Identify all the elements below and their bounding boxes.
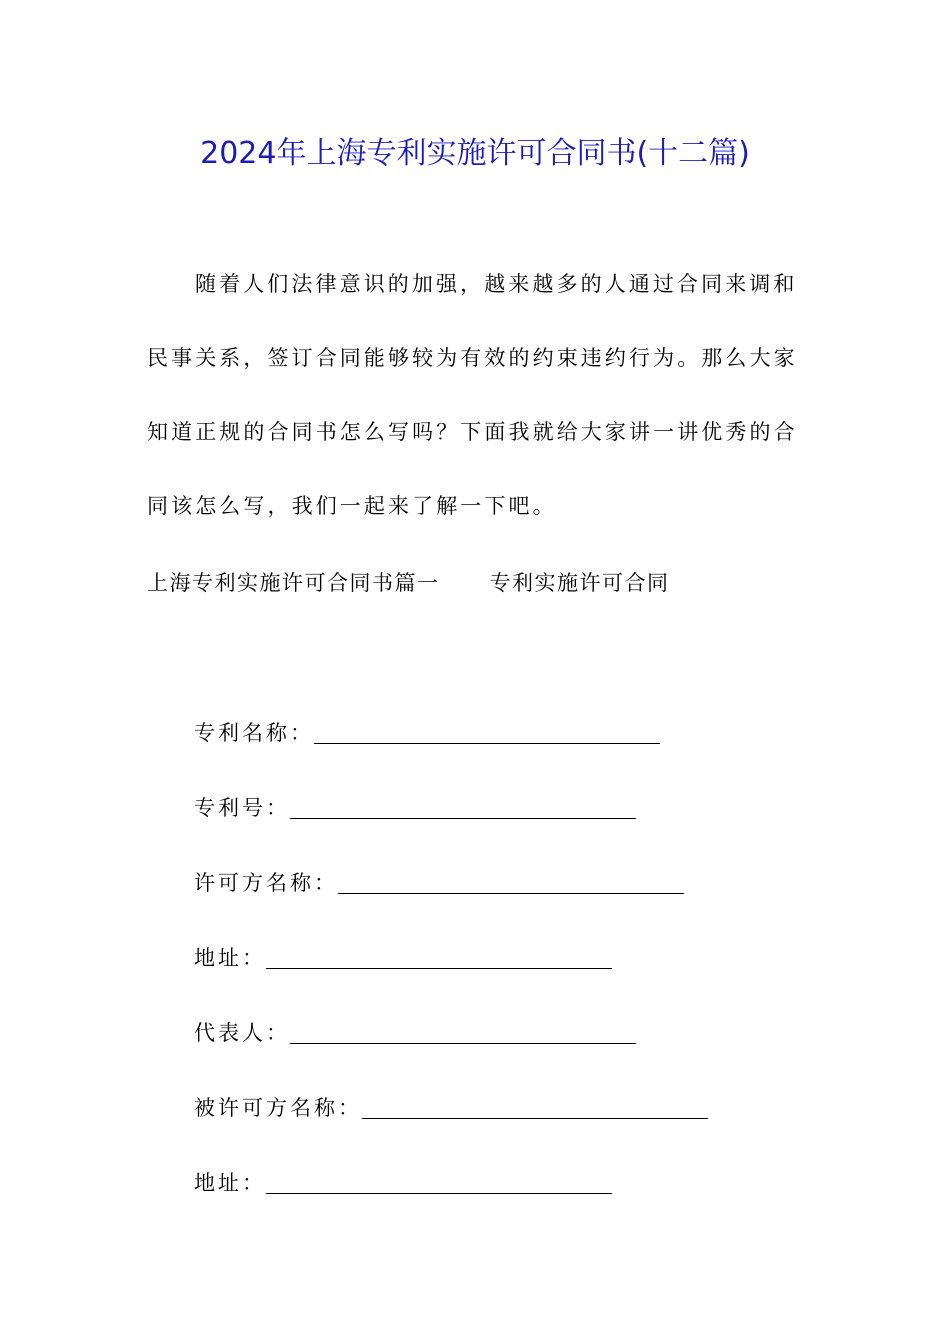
section-subheading: 专利实施许可合同 [489, 571, 670, 595]
field-label: 地址： [194, 1171, 266, 1195]
blank-line[interactable] [362, 1092, 708, 1119]
form-field-licensor-name [194, 863, 708, 903]
blank-line[interactable] [266, 1167, 612, 1194]
blank-line[interactable] [266, 942, 612, 969]
contract-form [194, 713, 708, 1238]
form-field-patent-name [194, 713, 708, 753]
field-label: 被许可方名称： [194, 1096, 362, 1120]
field-label: 许可方名称： [194, 871, 338, 895]
field-label: 专利号： [194, 796, 290, 820]
intro-paragraph [147, 264, 807, 560]
form-field-licensor-address [194, 938, 708, 978]
intro-line: 同该怎么写，我们一起来了解一下吧。 [147, 494, 557, 518]
form-field-licensee-name [194, 1088, 708, 1128]
form-field-representative [194, 1013, 708, 1053]
field-label: 代表人： [194, 1021, 290, 1045]
field-label: 专利名称： [194, 721, 314, 745]
field-label: 地址： [194, 946, 266, 970]
form-field-patent-number [194, 788, 708, 828]
blank-line[interactable] [314, 717, 660, 744]
blank-line[interactable] [290, 792, 636, 819]
blank-line[interactable] [290, 1017, 636, 1044]
section-heading: 上海专利实施许可合同书篇一 [147, 571, 440, 595]
document-title: 2024年上海专利实施许可合同书(十二篇) [200, 136, 750, 171]
section-heading-row [147, 563, 670, 603]
intro-line: 民事关系，签订合同能够较为有效的约束违约行为。那么大家 [147, 346, 798, 370]
intro-line: 随着人们法律意识的加强，越来越多的人通过合同来调和 [195, 272, 798, 296]
blank-line[interactable] [338, 867, 684, 894]
form-field-licensee-address [194, 1163, 708, 1203]
intro-line: 知道正规的合同书怎么写吗？下面我就给大家讲一讲优秀的合 [147, 420, 798, 444]
